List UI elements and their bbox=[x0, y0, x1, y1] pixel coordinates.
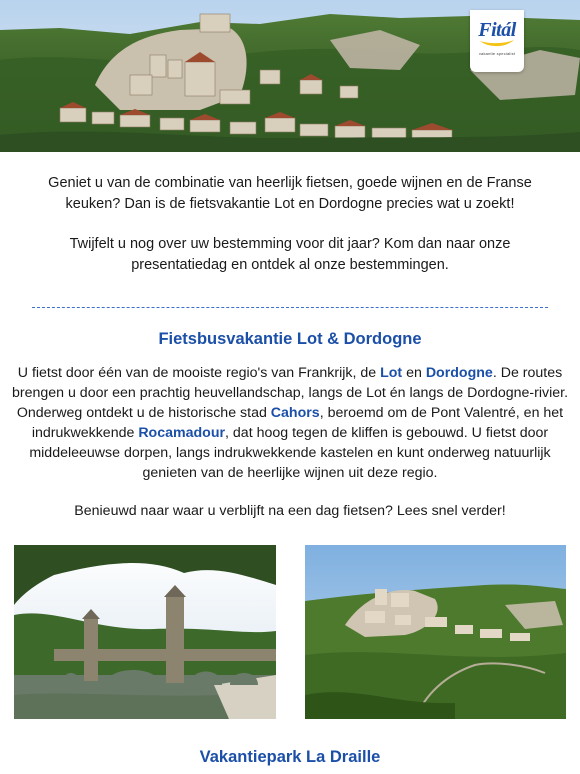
keyword-rocamadour: Rocamadour bbox=[138, 425, 226, 441]
photo-rocamadour-valley[interactable] bbox=[305, 545, 566, 719]
logo-tagline: vakantie specialist bbox=[478, 51, 516, 56]
hero-image[interactable] bbox=[0, 0, 580, 152]
keyword-dordogne: Dordogne bbox=[425, 365, 493, 381]
body-text-segment: , beroemd om de Pont Valentré, en het indrukwekkende bbox=[31, 405, 564, 441]
body-text-segment: U fietst door één van de mooiste regio's van Frankrijk, de bbox=[17, 365, 381, 381]
body-text-segment: , dat hoog tegen de kliffen is gebouwd. U fietst door middeleeuwse dorpen, langs indrukwekkende kastelen en kunt onderweg natuurlijk genieten van de heerlijke wijnen uit deze regio. bbox=[29, 425, 551, 481]
section-title-lot-dordogne: Fietsbusvakantie Lot & Dordogne bbox=[158, 330, 422, 348]
valley-photo bbox=[305, 545, 566, 719]
keyword-cahors: Cahors bbox=[270, 405, 320, 421]
read-more-question: Benieuwd naar waar u verblijft na een dag fietsen? Lees snel verder! bbox=[74, 503, 506, 519]
fital-logo[interactable] bbox=[470, 10, 524, 72]
presentation-day-paragraph: Twijfelt u nog over uw bestemming voor dit jaar? Kom dan naar onze presentatiedag en ontdek al onze bestemmingen. bbox=[69, 236, 511, 273]
body-text-segment: en bbox=[402, 365, 426, 381]
body-text-segment: . De routes brengen u door een prachtig heuvellandschap, langs de Lot én langs de Dordogne-rivier. Onderweg ontdekt u de historische stad bbox=[11, 365, 569, 421]
logo-swoosh-icon bbox=[479, 38, 515, 47]
dashed-divider bbox=[32, 307, 548, 308]
intro-paragraph: Geniet u van de combinatie van heerlijk fietsen, goede wijnen en de Franse keuken? Dan is de fietsvakantie Lot en Dordogne precies wat u zoekt! bbox=[48, 175, 532, 212]
photo-pont-valentre[interactable] bbox=[14, 545, 276, 719]
section-body-text bbox=[8, 363, 572, 483]
logo-wordmark: Fitál bbox=[478, 19, 516, 41]
section-title-la-draille: Vakantiepark La Draille bbox=[199, 748, 381, 766]
keyword-lot: Lot bbox=[380, 365, 403, 381]
bridge-photo bbox=[14, 545, 276, 719]
